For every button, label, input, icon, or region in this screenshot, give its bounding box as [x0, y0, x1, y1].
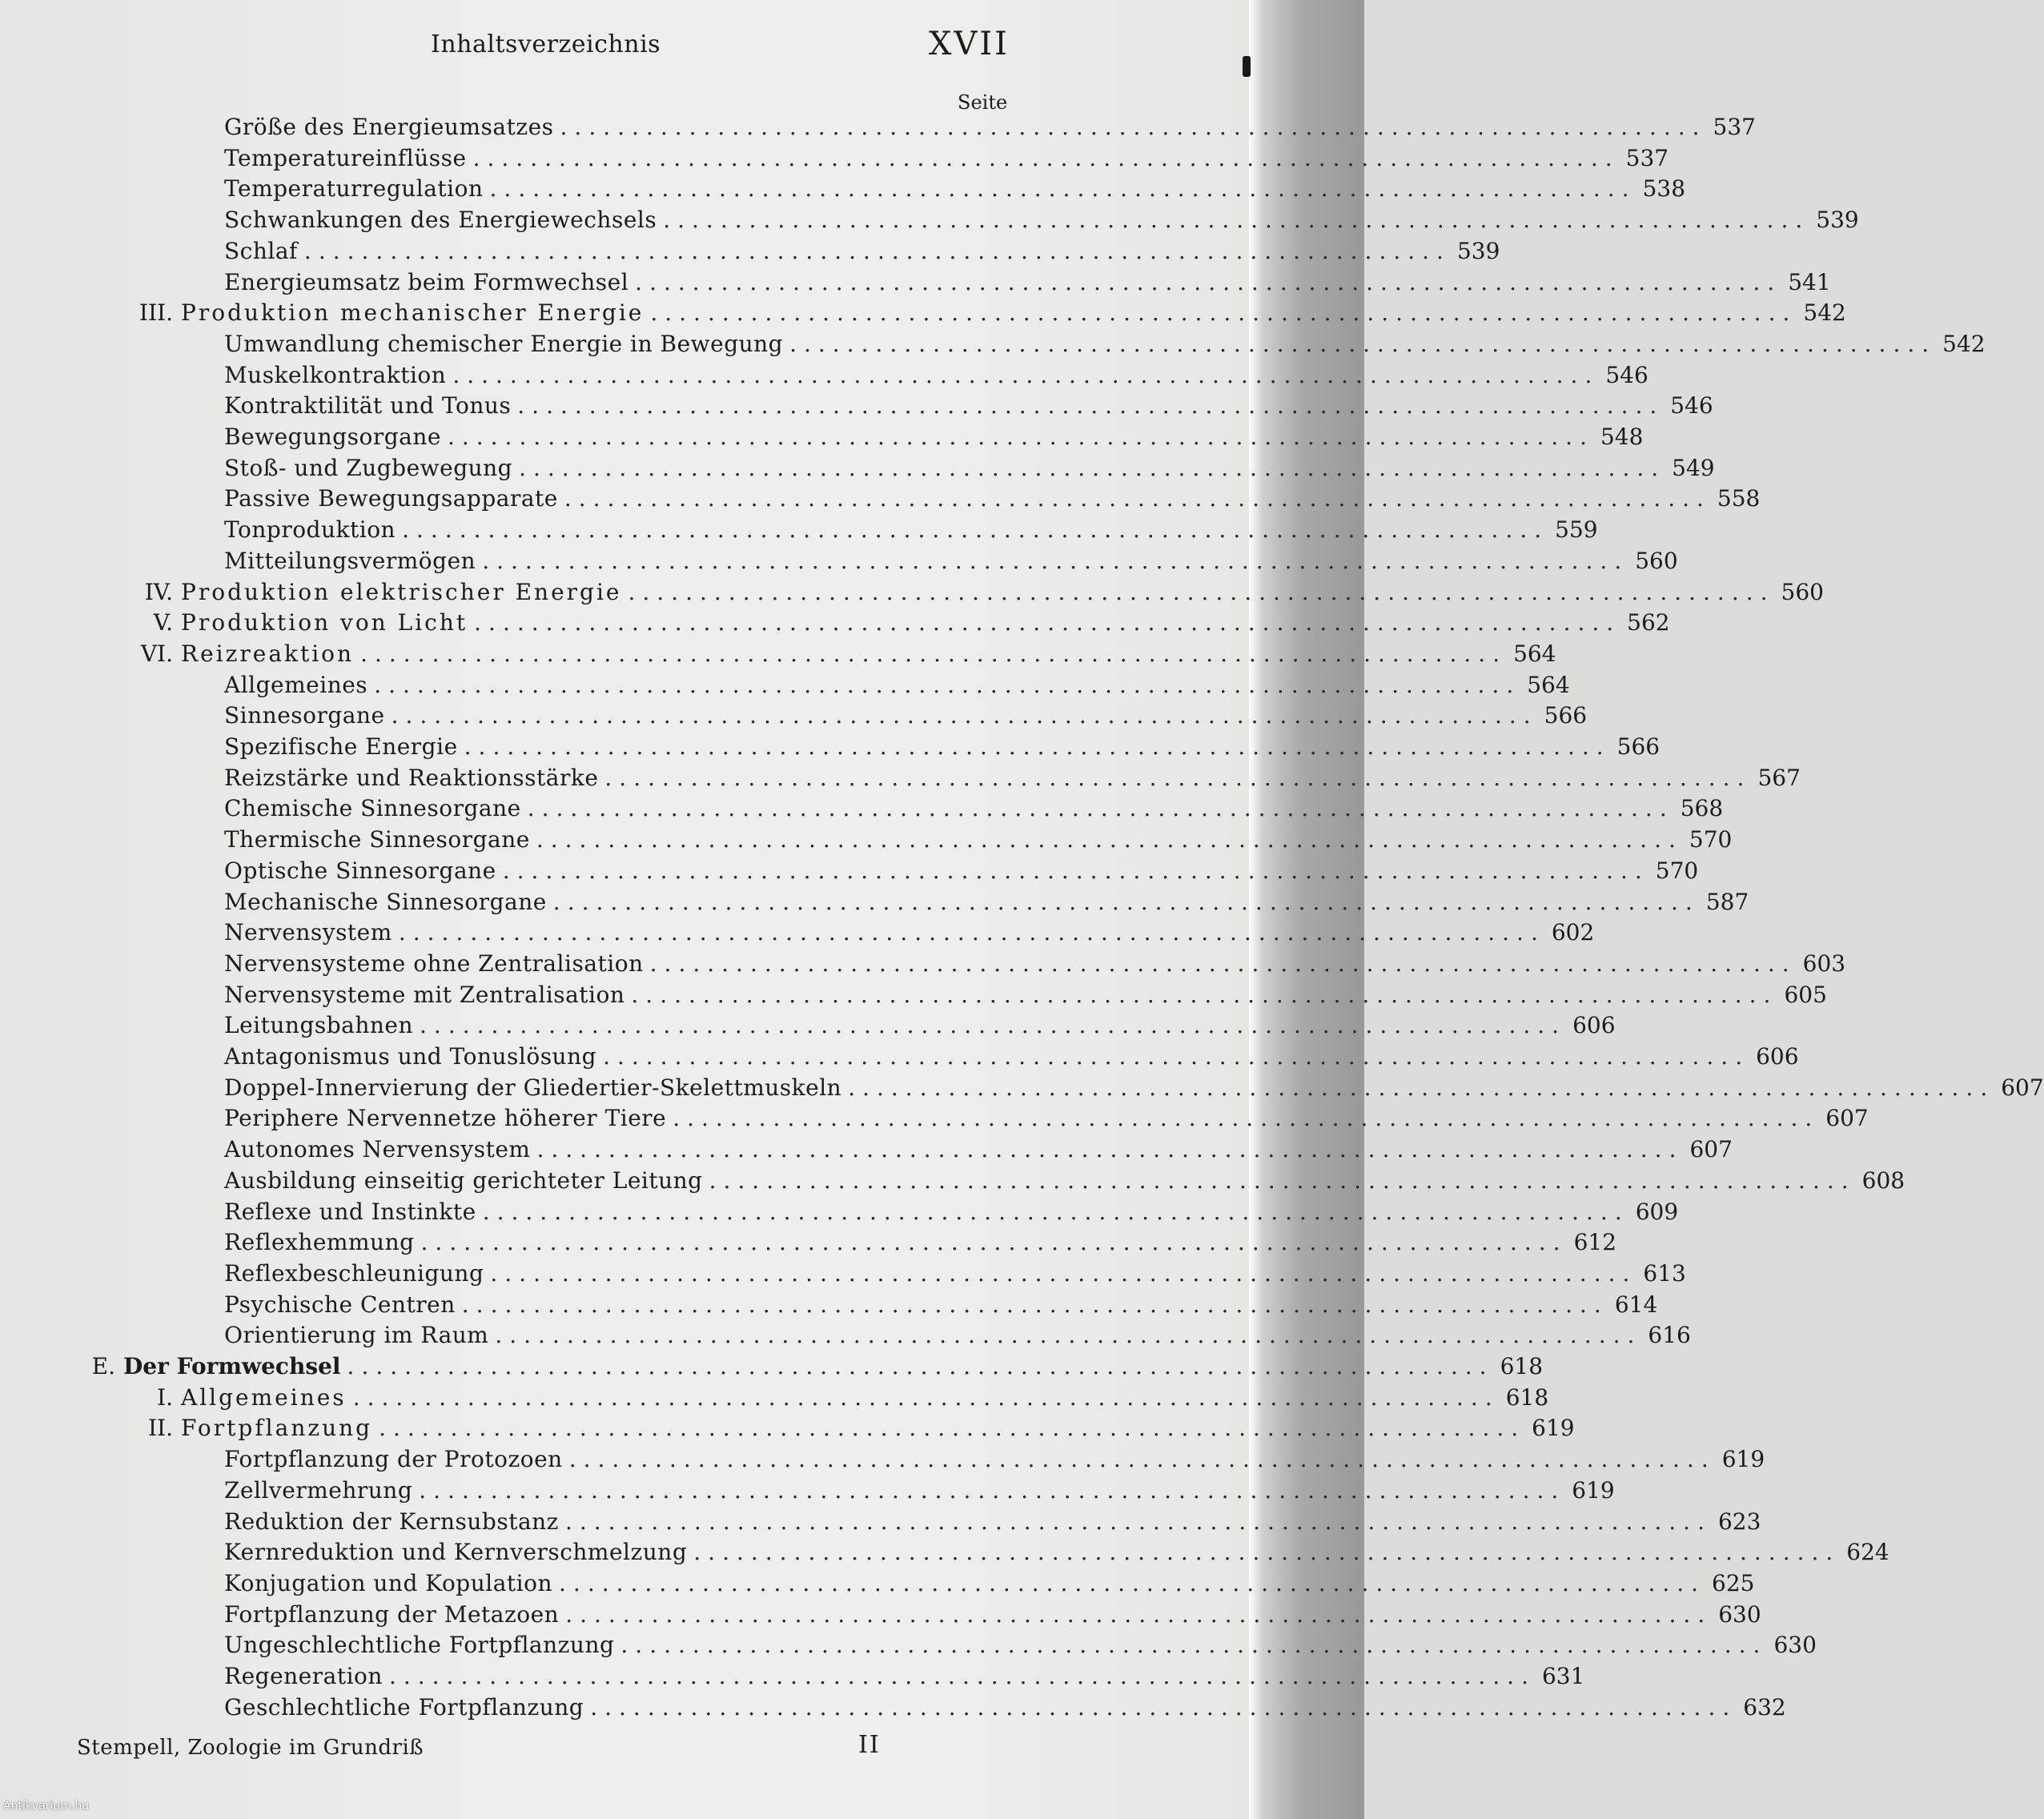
toc-entry: [224, 1600, 1761, 1632]
dot-leader: ................................................................................: [604, 764, 1752, 791]
toc-entry: [224, 1259, 1686, 1291]
page-number: XVII: [929, 26, 1010, 62]
toc-entry-title: Der Formwechsel: [123, 1353, 341, 1379]
toc-entry-page: 570: [1689, 826, 1733, 853]
toc-entry-title: Kontraktilität und Tonus: [224, 392, 512, 420]
dot-leader: ................................................................................: [649, 950, 1797, 977]
toc-entry-title: Spezifische Energie: [224, 733, 458, 760]
toc-entry: [224, 144, 1669, 175]
toc-entry-title: Reflexbeschleunigung: [224, 1259, 484, 1287]
toc-entry-title: Reduktion der Kernsubstanz: [224, 1508, 559, 1535]
toc-entry: [224, 114, 1756, 144]
toc-entry-title: Periphere Nervennetze höherer Tiere: [224, 1105, 667, 1132]
toc-entry-page: 614: [1614, 1291, 1658, 1318]
toc-entry-page: 570: [1655, 857, 1699, 884]
toc-entry: [224, 207, 1859, 237]
toc-entry-page: 616: [1648, 1322, 1691, 1349]
dot-leader: ................................................................................: [420, 1012, 1567, 1039]
toc-entry-page: 560: [1635, 547, 1678, 574]
toc-entry: [224, 330, 1986, 361]
toc-entry: [224, 733, 1660, 764]
toc-entry-title: Energieumsatz beim Formwechsel: [224, 268, 629, 295]
toc-entry-page: 605: [1784, 981, 1827, 1008]
dot-leader: ................................................................................: [673, 1105, 1820, 1132]
dot-leader: ................................................................................: [420, 1229, 1568, 1256]
toc-entry-page: 619: [1572, 1476, 1615, 1504]
toc-entry: [224, 1508, 1761, 1539]
toc-entry-page: 564: [1527, 671, 1570, 698]
dot-leader: ................................................................................: [482, 1198, 1629, 1225]
dot-leader: ................................................................................: [527, 795, 1674, 822]
toc-entry-page: 625: [1712, 1569, 1755, 1596]
toc-entry-page: 631: [1541, 1663, 1585, 1689]
toc-entry: [224, 795, 1724, 825]
toc-entry-title: Nervensysteme mit Zentralisation: [224, 981, 625, 1008]
toc-entry: [224, 1539, 1889, 1569]
toc-entry-page: 587: [1705, 888, 1749, 915]
toc-entry-page: 558: [1717, 485, 1761, 512]
dot-leader: ................................................................................: [693, 1539, 1841, 1566]
dot-leader: ................................................................................: [502, 857, 1649, 884]
toc-entry: [224, 888, 1749, 919]
toc-entry-number: E.: [91, 1353, 115, 1379]
toc-entry-title: Geschlechtliche Fortpflanzung: [224, 1693, 584, 1721]
toc-entry-title: Fortpflanzung: [181, 1415, 373, 1442]
toc-entry: [224, 516, 1598, 547]
toc-entry-page: 542: [1942, 330, 1986, 357]
dot-leader: ................................................................................: [447, 424, 1594, 450]
toc-entry: [120, 1383, 1549, 1415]
dot-leader: ................................................................................: [536, 826, 1683, 853]
toc-entry-page: 607: [1689, 1136, 1733, 1163]
toc-entry: [224, 1136, 1733, 1166]
toc-entry-title: Mitteilungsvermögen: [224, 547, 476, 574]
toc-entry-title: Fortpflanzung der Metazoen: [224, 1600, 560, 1628]
toc-entry-title: Allgemeines: [224, 671, 368, 698]
dot-leader: ................................................................................: [482, 547, 1629, 574]
dot-leader: ................................................................................: [620, 1632, 1768, 1659]
dot-leader: ................................................................................: [464, 733, 1611, 760]
dot-leader: ................................................................................: [848, 1074, 1995, 1101]
toc-entry: [224, 950, 1846, 981]
toc-entry: [224, 547, 1678, 578]
dot-leader: ................................................................................: [452, 361, 1600, 388]
toc-entry-page: 559: [1555, 516, 1598, 544]
toc-entry-page: 562: [1627, 609, 1670, 636]
dot-leader: ................................................................................: [388, 1663, 1536, 1689]
toc-entry-page: 546: [1605, 361, 1648, 388]
toc-entry: [120, 578, 1824, 609]
toc-entry-title: Temperaturregulation: [224, 175, 484, 203]
toc-entry: [224, 702, 1588, 733]
dot-leader: ................................................................................: [474, 609, 1621, 636]
toc-entry-title: Passive Bewegungsapparate: [224, 485, 558, 512]
toc-entry: [120, 640, 1556, 671]
toc-entry: [224, 1105, 1869, 1135]
footer-book-title: Stempell, Zoologie im Grundriß: [77, 1736, 424, 1760]
toc-entry-title: Stoß- und Zugbewegung: [224, 454, 513, 481]
toc-entry-number: IV.: [144, 578, 173, 605]
toc-entry-title: Zellvermehrung: [224, 1476, 413, 1504]
toc-entry-title: Reizstärke und Reaktionsstärke: [224, 764, 599, 791]
toc-entry: [224, 1043, 1799, 1074]
toc-entry: [224, 424, 1644, 454]
toc-entry-page: 630: [1718, 1600, 1761, 1628]
toc-entry-title: Allgemeines: [181, 1383, 347, 1411]
toc-entry: [224, 175, 1686, 206]
toc-entry-title: Nervensystem: [224, 919, 392, 946]
toc-entry: [120, 299, 1846, 330]
toc-entry-title: Antagonismus und Tonuslösung: [224, 1043, 597, 1070]
running-head: Inhaltsverzeichnis: [431, 30, 661, 58]
toc-entry-title: Sinnesorgane: [224, 702, 385, 729]
dot-leader: ................................................................................: [603, 1043, 1750, 1070]
toc-entry-title: Reflexhemmung: [224, 1229, 415, 1256]
toc-entry: [224, 1569, 1755, 1600]
dot-leader: ................................................................................: [568, 1446, 1716, 1473]
toc-entry-title: Ungeschlechtliche Fortpflanzung: [224, 1632, 615, 1659]
toc-entry: [224, 671, 1570, 702]
toc-entry-page: 632: [1743, 1693, 1786, 1721]
dot-leader: ................................................................................: [565, 1600, 1713, 1628]
toc-entry: [224, 1632, 1817, 1662]
toc-entry: [224, 1693, 1786, 1725]
dot-leader: ................................................................................: [419, 1476, 1566, 1504]
dot-leader: ................................................................................: [461, 1291, 1608, 1318]
dot-leader: ................................................................................: [564, 485, 1711, 512]
toc-entry-title: Mechanische Sinnesorgane: [224, 888, 547, 915]
toc-entry-page: 606: [1756, 1043, 1799, 1070]
toc-entry-page: 612: [1573, 1229, 1617, 1256]
toc-entry-title: Ausbildung einseitig gerichteter Leitung: [224, 1166, 703, 1194]
toc-entry-title: Kernreduktion und Kernverschmelzung: [224, 1539, 688, 1566]
toc-entry-page: 566: [1544, 702, 1588, 729]
toc-entry: [83, 1353, 1544, 1383]
dot-leader: ................................................................................: [650, 299, 1797, 327]
toc-entry: [224, 485, 1761, 516]
dot-leader: ................................................................................: [635, 268, 1782, 295]
toc-entry: [224, 764, 1801, 795]
dot-leader: ................................................................................: [789, 330, 1937, 357]
dot-leader: ................................................................................: [564, 1508, 1712, 1535]
toc-entry: [224, 1663, 1585, 1693]
toc-entry-title: Thermische Sinnesorgane: [224, 826, 530, 853]
toc-entry-page: 618: [1505, 1383, 1549, 1411]
toc-entry: [120, 1415, 1575, 1445]
toc-entry-page: 546: [1670, 392, 1713, 420]
toc-entry-page: 609: [1635, 1198, 1679, 1225]
toc-entry: [120, 609, 1670, 640]
toc-entry: [224, 857, 1699, 888]
toc-entry: [224, 268, 1831, 299]
toc-entry: [224, 1476, 1615, 1508]
toc-entry-title: Umwandlung chemischer Energie in Bewegung: [224, 330, 784, 357]
toc-entry-title: Nervensysteme ohne Zentralisation: [224, 950, 644, 977]
toc-entry: [224, 981, 1827, 1012]
toc-entry-page: 539: [1456, 237, 1500, 264]
toc-entry: [224, 1074, 2044, 1105]
dot-leader: ................................................................................: [519, 454, 1666, 481]
toc-entry-page: 548: [1600, 424, 1644, 450]
dot-leader: ................................................................................: [303, 237, 1451, 264]
toc-entry-page: 568: [1680, 795, 1724, 822]
toc-entry: [224, 237, 1500, 268]
dot-leader: ................................................................................: [347, 1353, 1494, 1379]
toc-entry-title: Temperatureinflüsse: [224, 144, 467, 171]
dot-leader: ................................................................................: [489, 175, 1636, 203]
dot-leader: ................................................................................: [360, 640, 1508, 667]
dot-leader: ................................................................................: [631, 981, 1778, 1008]
toc-entry-page: 607: [2001, 1074, 2044, 1101]
toc-entry-page: 619: [1721, 1446, 1765, 1473]
toc-entry: [224, 826, 1733, 857]
dot-leader: ................................................................................: [552, 888, 1700, 915]
dot-leader: ................................................................................: [398, 919, 1545, 946]
toc-entry-title: Chemische Sinnesorgane: [224, 795, 521, 822]
dot-leader: ................................................................................: [472, 144, 1620, 171]
toc-entry-page: 624: [1846, 1539, 1889, 1566]
toc-entry-page: 560: [1781, 578, 1824, 605]
toc-entry-title: Schwankungen des Energiewechsels: [224, 207, 657, 234]
toc-entry-page: 630: [1773, 1632, 1817, 1659]
toc-entry: [224, 1166, 1905, 1198]
toc-entry: [224, 919, 1595, 950]
toc-entry-page: 603: [1802, 950, 1846, 977]
toc-entry-page: 539: [1816, 207, 1859, 234]
toc-entry-number: III.: [139, 299, 173, 327]
dot-leader: ................................................................................: [536, 1136, 1684, 1163]
toc-entry-number: V.: [153, 609, 173, 636]
toc-entry-number: VI.: [140, 640, 173, 667]
toc-entry-number: II.: [147, 1415, 173, 1442]
toc-entry-title: Autonomes Nervensystem: [224, 1136, 531, 1163]
toc-entry-title: Reizreaktion: [181, 640, 355, 667]
toc-entry: [224, 1229, 1617, 1259]
toc-entry: [224, 1012, 1616, 1042]
watermark: Antikvarium.hu: [3, 1800, 90, 1813]
toc-entry-page: 537: [1713, 114, 1756, 140]
toc-entry-page: 541: [1788, 268, 1831, 295]
toc-entry: [224, 1198, 1679, 1229]
dot-leader: ................................................................................: [402, 516, 1549, 544]
dot-leader: ................................................................................: [352, 1383, 1500, 1411]
toc-entry: [224, 392, 1713, 423]
dot-leader: ................................................................................: [379, 1415, 1526, 1442]
toc-entry-title: Schlaf: [224, 237, 298, 264]
toc-entry-title: Orientierung im Raum: [224, 1322, 489, 1349]
toc-entry-number: I.: [157, 1383, 173, 1411]
toc-entry: [224, 1291, 1658, 1322]
dot-leader: ................................................................................: [628, 578, 1775, 605]
toc-entry-page: 608: [1861, 1166, 1905, 1194]
binding-mark: [1243, 56, 1251, 77]
dot-leader: ................................................................................: [495, 1322, 1642, 1349]
toc-entry-page: 602: [1551, 919, 1595, 946]
dot-leader: ................................................................................: [391, 702, 1538, 729]
toc-entry-title: Tonproduktion: [224, 516, 396, 544]
toc-entry: [224, 1322, 1691, 1352]
dot-leader: ................................................................................: [709, 1166, 1856, 1194]
toc-entry-title: Leitungsbahnen: [224, 1012, 414, 1039]
dot-leader: ................................................................................: [517, 392, 1665, 420]
dot-leader: ................................................................................: [560, 114, 1707, 140]
toc-entry-page: 542: [1803, 299, 1846, 327]
toc-entry-page: 606: [1572, 1012, 1616, 1039]
toc-entry-title: Doppel-Innervierung der Gliedertier-Skelettmuskeln: [224, 1074, 842, 1101]
dot-leader: ................................................................................: [559, 1569, 1706, 1596]
toc-entry-title: Größe des Energieumsatzes: [224, 114, 554, 140]
page-column-label: Seite: [958, 91, 1008, 114]
toc-entry-title: Reflexe und Instinkte: [224, 1198, 476, 1225]
dot-leader: ................................................................................: [374, 671, 1521, 698]
toc-entry-page: 618: [1500, 1353, 1544, 1379]
toc-entry-title: Fortpflanzung der Protozoen: [224, 1446, 563, 1473]
dot-leader: ................................................................................: [663, 207, 1810, 234]
toc-entry-title: Psychische Centren: [224, 1291, 456, 1318]
toc-entry-page: 619: [1532, 1415, 1575, 1442]
toc-entry-title: Bewegungsorgane: [224, 424, 441, 450]
toc-entry-title: Produktion von Licht: [181, 609, 468, 636]
toc-entry-page: 623: [1717, 1508, 1761, 1535]
footer-signature: II: [858, 1731, 881, 1759]
toc-entry-page: 549: [1672, 454, 1715, 481]
toc-entry: [224, 454, 1715, 485]
toc-entry-title: Muskelkontraktion: [224, 361, 447, 388]
toc-entry-page: 567: [1757, 764, 1801, 791]
toc-entry: [224, 361, 1648, 392]
toc-entry-page: 538: [1642, 175, 1686, 203]
toc-entry-title: Konjugation und Kopulation: [224, 1569, 553, 1596]
toc-entry-page: 566: [1616, 733, 1660, 760]
toc-entry-page: 564: [1513, 640, 1556, 667]
dot-leader: ................................................................................: [590, 1693, 1737, 1721]
toc-entry: [224, 1446, 1765, 1476]
toc-entry-title: Regeneration: [224, 1663, 383, 1689]
dot-leader: ................................................................................: [490, 1259, 1637, 1287]
toc-entry-page: 537: [1625, 144, 1669, 171]
toc-entry-title: Produktion mechanischer Energie: [181, 299, 645, 327]
toc-entry-page: 607: [1825, 1105, 1869, 1132]
toc-entry-title: Produktion elektrischer Energie: [181, 578, 622, 605]
toc-entry-title: Optische Sinnesorgane: [224, 857, 496, 884]
toc-entry-page: 613: [1643, 1259, 1686, 1287]
